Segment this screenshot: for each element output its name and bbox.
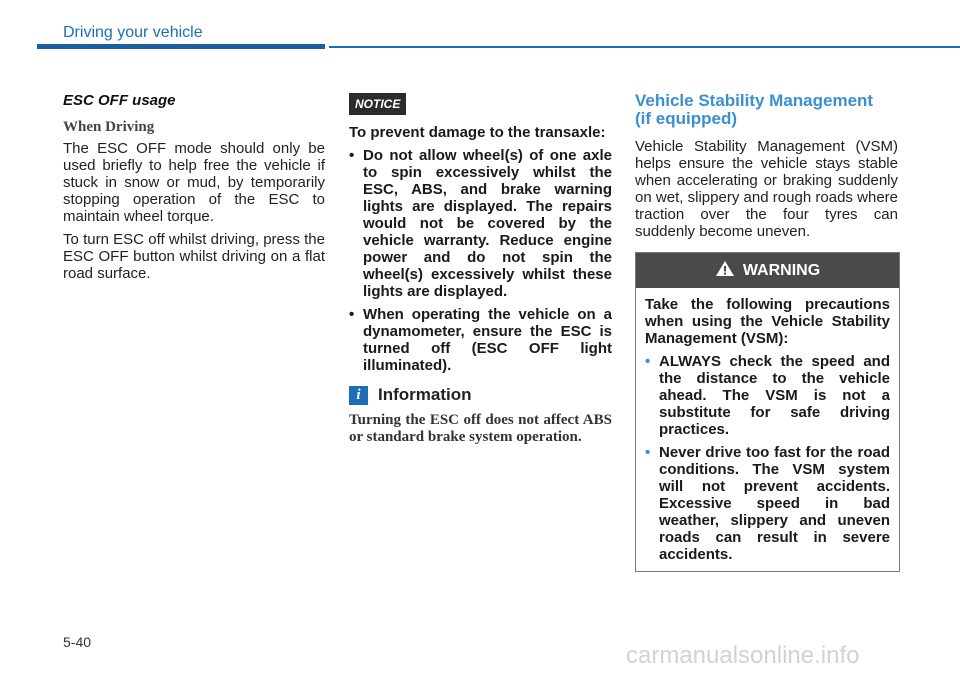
- esc-off-paragraph-1: The ESC OFF mode should only be used briefly to help free the vehicle if stuck in snow or mud, by temporarily stopping operation of the ESC to maintain wheel torque.: [63, 140, 325, 225]
- notice-item: • When operating the vehicle on a dynamometer, ensure the ESC is turned off (ESC OFF light illuminated).: [349, 306, 612, 374]
- warning-label: WARNING: [742, 261, 821, 279]
- information-header: [349, 384, 612, 406]
- header-rule: [329, 46, 960, 48]
- vsm-title: Vehicle Stability Management (if equipped): [635, 91, 874, 128]
- esc-off-section: [63, 92, 325, 288]
- information-label: Information: [378, 385, 472, 404]
- page-number: 5-40: [63, 634, 92, 650]
- warning-lead: Take the following precautions when using the Vehicle Stability Management (VSM):: [645, 296, 890, 347]
- warning-item: • ALWAYS check the speed and the distance to the vehicle ahead. The VSM is not a substitute for safe driving practices.: [645, 353, 890, 438]
- notice-lead: To prevent damage to the transaxle:: [349, 124, 606, 141]
- info-icon: i: [349, 386, 368, 405]
- bullet-icon: •: [349, 306, 355, 323]
- warning-header: [636, 253, 899, 288]
- header-bar-accent: [37, 44, 325, 49]
- notice-item: • Do not allow wheel(s) of one axle to spin excessively whilst the ESC, ABS, and brake warning lights are displayed. The repairs would not be covered by the vehicle warranty. Reduce engine power and do not spin the wheel(s) excessively whilst these lights are displayed.: [349, 147, 612, 300]
- warning-content: [636, 288, 899, 563]
- bullet-icon: •: [349, 147, 355, 164]
- esc-off-paragraph-2: To turn ESC off whilst driving, press the ESC OFF button whilst driving on a flat road surface.: [63, 231, 325, 282]
- notice-section: [349, 92, 612, 446]
- watermark: carmanualsonline.info: [626, 642, 860, 669]
- warning-box: [635, 252, 900, 572]
- when-driving-subtitle: When Driving: [63, 119, 155, 135]
- vsm-section: [635, 92, 898, 246]
- bullet-icon: •: [645, 353, 651, 370]
- warning-triangle-icon: [715, 260, 735, 282]
- warning-item: • Never drive too fast for the road conditions. The VSM system will not prevent accidents. Excessive speed in bad weather, slippery and uneven roads can result in severe accidents.: [645, 444, 890, 563]
- information-text: Turning the ESC off does not affect ABS or standard brake system operation.: [349, 412, 612, 445]
- esc-off-title: ESC OFF usage: [63, 92, 176, 109]
- vsm-paragraph: Vehicle Stability Management (VSM) helps ensure the vehicle stays stable when accelerating or braking suddenly on wet, slippery and rough roads where traction over the four tyres can suddenly become uneven.: [635, 138, 898, 240]
- section-header-title: Driving your vehicle: [63, 24, 203, 41]
- notice-list: [349, 147, 612, 374]
- bullet-icon: •: [645, 444, 651, 461]
- notice-badge: NOTICE: [349, 93, 406, 115]
- warning-list: [645, 353, 890, 563]
